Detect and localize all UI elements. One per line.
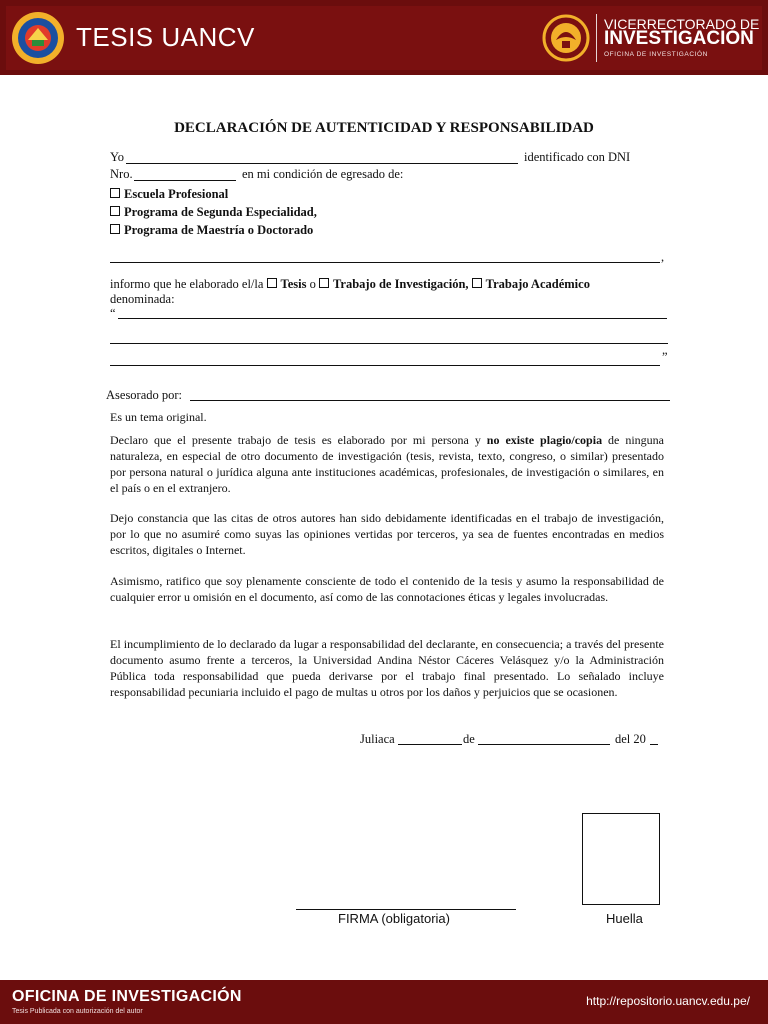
dni-field-line (134, 180, 236, 181)
checkbox-icon (319, 278, 329, 288)
university-seal-icon (10, 10, 66, 66)
footer-tagline: Tesis Publicada con autorización del autor (12, 1008, 143, 1015)
title-field-line-3 (110, 365, 660, 366)
checkbox-icon (267, 278, 277, 288)
checkbox-icon (110, 188, 120, 198)
header-divider (596, 14, 597, 62)
del-label: del 20 (615, 732, 646, 746)
option-maestria: Programa de Maestría o Doctorado (110, 223, 313, 238)
vicerrectorado-label: VICERRECTORADO DE (604, 16, 760, 32)
yo-label: Yo (110, 150, 125, 164)
footer-oficina: OFICINA DE INVESTIGACIÓN (12, 988, 242, 1005)
paragraph-incumplimiento: El incumplimiento de lo declarado da lugar a responsabilidad del declarante, en consecuencia; a través del presente documento asumo frente a terceros, la Universidad Andina Néstor Cáceres Velásquez y/o la Administración Pública toda responsabilidad que pueda derivarse por el trabajo final presentado. Lo señalado incluye responsabilidad pecuniaria incluido el pago de multas u otros por los daños y perjuicios que se ocasionen. (110, 637, 664, 699)
header-title: TESIS UANCV (76, 22, 255, 52)
checkbox-icon (110, 206, 120, 216)
document-title: DECLARACIÓN DE AUTENTICIDAD Y RESPONSABILIDAD (174, 120, 594, 136)
investigation-logo-icon (542, 14, 590, 62)
checkbox-icon (110, 224, 120, 234)
condicion-label: en mi condición de egresado de: (242, 167, 404, 181)
asesor-field-line (190, 400, 670, 401)
investigacion-label: INVESTIGACIÓN (604, 28, 754, 49)
paragraph-asimismo: Asimismo, ratifico que soy plenamente consciente de todo el contenido de la tesis y asumo la responsabilidad de cualquier error u omisión en el documento, así como de las connotaciones éticas y legales involucradas. (110, 574, 664, 604)
open-quote: “ (110, 306, 116, 320)
identificado-label: identificado con DNI (524, 150, 631, 164)
close-quote: ” (662, 350, 668, 364)
title-field-line-2 (110, 343, 668, 344)
signature-line (296, 909, 516, 910)
footer-url: http://repositorio.uancv.edu.pe/ (586, 994, 750, 1008)
huella-label: Huella (606, 911, 643, 926)
paragraph-declaro: Declaro que el presente trabajo de tesis es elaborado por mi persona y no existe plagio/copia de ninguna naturaleza, en especial de otro documento de investigación (tesis, revista, texto, congreso, o similar) presentado por persona natural o jurídica alguna ante instituciones académicas, profesionales, de investigación o similares, en el país o en el extranjero. (110, 433, 665, 495)
option-escuela: Escuela Profesional (110, 187, 228, 202)
informo-line: informo que he elaborado el/la Tesis o Trabajo de Investigación, Trabajo Académico (110, 277, 590, 291)
oficina-label: OFICINA DE INVESTIGACIÓN (604, 51, 708, 58)
year-field-line (650, 744, 658, 745)
title-field-line-1 (118, 318, 667, 319)
checkbox-icon (472, 278, 482, 288)
footer-banner (0, 980, 768, 1024)
fingerprint-box (582, 813, 660, 905)
de-label: de (463, 732, 475, 746)
option-segunda-especialidad: Programa de Segunda Especialidad, (110, 205, 317, 220)
paragraph-original: Es un tema original. (110, 410, 207, 424)
denominada-label: denominada: (110, 292, 175, 306)
comma: , (661, 250, 665, 264)
paragraph-constancia: Dejo constancia que las citas de otros autores han sido debidamente identificadas en el trabajo de investigación, por lo que no asumiré como suyas las opiniones vertidas por terceros, ya sea de fuentes encontradas en medios escritos, digitales o Internet. (110, 511, 664, 557)
name-field-line (126, 163, 518, 164)
firma-label: FIRMA (obligatoria) (338, 911, 450, 926)
header-banner (0, 0, 768, 75)
juliaca-label: Juliaca (360, 732, 395, 746)
program-field-line (110, 262, 660, 263)
asesorado-label: Asesorado por: (106, 388, 183, 402)
day-field-line (398, 744, 462, 745)
nro-label: Nro. (110, 167, 133, 181)
month-field-line (478, 744, 610, 745)
